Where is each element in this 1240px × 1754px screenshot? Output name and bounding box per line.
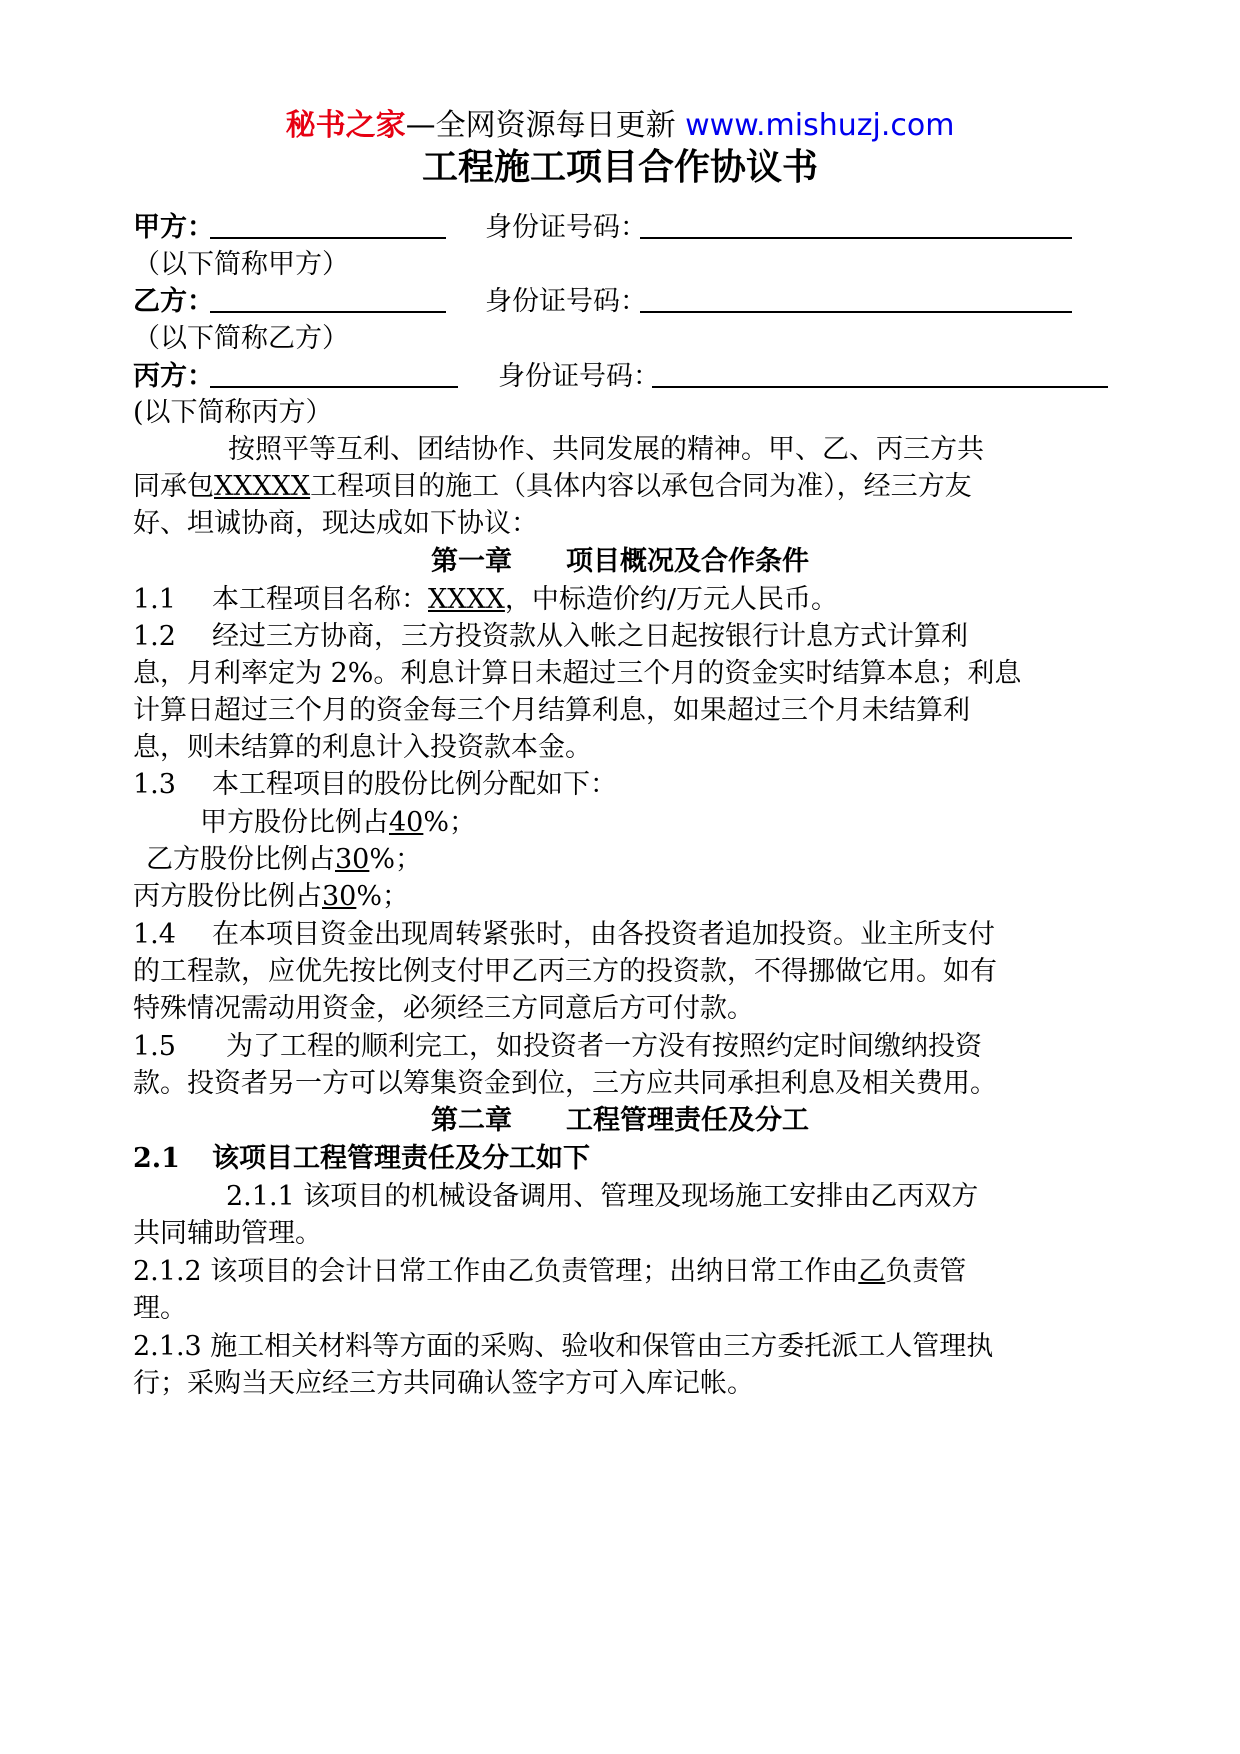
clause-2-1-2-a: 2.1.2 该项目的会计日常工作由乙负责管理；出纳日常工作由 bbox=[133, 1256, 859, 1287]
clause-1-3-text: 本工程项目的股份比例分配如下： bbox=[212, 769, 617, 800]
share-jia-label: 甲方股份比例占 bbox=[200, 807, 389, 838]
share-jia bbox=[200, 807, 476, 839]
header-url[interactable]: www.mishuzj.com bbox=[685, 108, 955, 143]
clause-2-1-3-line-1: 2.1.3 施工相关材料等方面的采购、验收和保管由三方委托派工人管理执 bbox=[133, 1331, 994, 1362]
clause-1-3-number: 1.3 bbox=[133, 769, 176, 800]
clause-1-5-number: 1.5 bbox=[133, 1031, 176, 1062]
party-yi-id-blank bbox=[640, 311, 1072, 313]
clause-1-2-line-4: 息，则未结算的利息计入投资款本金。 bbox=[133, 732, 592, 763]
clause-1-1-a: 本工程项目名称： bbox=[212, 584, 428, 615]
party-bing-id-blank bbox=[652, 386, 1108, 388]
party-yi-blank bbox=[210, 311, 446, 313]
clause-2-1-2-line-2: 理。 bbox=[133, 1293, 187, 1324]
clause-1-4-line-2: 的工程款，应优先按比例支付甲乙丙三方的投资款，不得挪做它用。如有 bbox=[133, 956, 997, 987]
party-jia-blank bbox=[210, 237, 446, 239]
share-yi bbox=[146, 844, 422, 876]
share-bing-value: 30 bbox=[322, 881, 357, 912]
share-jia-value: 40 bbox=[389, 807, 424, 838]
party-bing-blank bbox=[210, 386, 458, 388]
clause-1-5-line-1: 为了工程的顺利完工，如投资者一方没有按照约定时间缴纳投资 bbox=[226, 1031, 982, 1062]
clause-1-2-line-2: 息，月利率定为 2%。利息计算日未超过三个月的资金实时结算本息；利息 bbox=[133, 658, 1022, 689]
header-tagline: —全网资源每日更新 bbox=[405, 108, 686, 143]
party-yi-id-label: 身份证号码： bbox=[485, 286, 647, 317]
clause-2-1-2-b: 负责管 bbox=[885, 1256, 967, 1287]
intro-line-1: 按照平等互利、团结协作、共同发展的精神。甲、乙、丙三方共 bbox=[228, 434, 984, 465]
intro-line-2-a: 同承包 bbox=[133, 471, 214, 502]
clause-2-1-2-line-1 bbox=[133, 1256, 966, 1288]
intro-line-2-b: 工程项目的施工（具体内容以承包合同为准），经三方友 bbox=[310, 471, 972, 502]
brand-name: 秘书之家 bbox=[285, 108, 406, 143]
share-yi-value: 30 bbox=[335, 844, 370, 875]
share-bing-label: 丙方股份比例占 bbox=[133, 881, 322, 912]
share-jia-suffix: %； bbox=[423, 807, 477, 838]
party-jia-id-label: 身份证号码： bbox=[485, 212, 647, 243]
clause-1-2-number: 1.2 bbox=[133, 621, 176, 652]
chapter-2-title: 第二章 工程管理责任及分工 bbox=[431, 1105, 809, 1136]
party-bing-id-label: 身份证号码： bbox=[498, 361, 660, 392]
clause-1-1-text bbox=[212, 584, 838, 616]
party-jia-note: （以下简称甲方） bbox=[133, 249, 349, 280]
clause-1-4-line-1: 在本项目资金出现周转紧张时，由各投资者追加投资。业主所支付 bbox=[212, 919, 995, 950]
clause-2-1-2-cashier-party: 乙 bbox=[858, 1256, 886, 1287]
clause-2-1-1-line-2: 共同辅助管理。 bbox=[133, 1218, 322, 1249]
share-bing-suffix: %； bbox=[356, 881, 410, 912]
intro-line-3: 好、坦诚协商，现达成如下协议： bbox=[133, 508, 538, 539]
clause-2-1-1-line-1: 2.1.1 该项目的机械设备调用、管理及现场施工安排由乙丙双方 bbox=[226, 1181, 979, 1212]
chapter-1-title: 第一章 项目概况及合作条件 bbox=[431, 546, 809, 577]
intro-line-2 bbox=[133, 471, 972, 503]
share-bing bbox=[133, 881, 409, 913]
project-name-placeholder: XXXXX bbox=[214, 471, 311, 502]
clause-2-1-text: 该项目工程管理责任及分工如下 bbox=[212, 1143, 590, 1174]
clause-1-2-line-1: 经过三方协商，三方投资款从入帐之日起按银行计息方式计算利 bbox=[212, 621, 968, 652]
site-header bbox=[0, 106, 1240, 146]
clause-1-1-name: XXXX bbox=[428, 584, 505, 615]
party-jia-label: 甲方： bbox=[133, 212, 214, 243]
share-yi-label: 乙方股份比例占 bbox=[146, 844, 335, 875]
clause-1-4-number: 1.4 bbox=[133, 919, 176, 950]
clause-1-5-line-2: 款。投资者另一方可以筹集资金到位，三方应共同承担利息及相关费用。 bbox=[133, 1068, 997, 1099]
clause-2-1-number: 2.1 bbox=[133, 1143, 180, 1174]
clause-2-1-3-line-2: 行；采购当天应经三方共同确认签字方可入库记帐。 bbox=[133, 1368, 754, 1399]
clause-1-2-line-3: 计算日超过三个月的资金每三个月结算利息，如果超过三个月未结算利 bbox=[133, 695, 970, 726]
clause-1-1-number: 1.1 bbox=[133, 584, 176, 615]
party-bing-note: (以下简称丙方） bbox=[133, 397, 333, 428]
share-yi-suffix: %； bbox=[369, 844, 423, 875]
party-jia-id-blank bbox=[640, 237, 1072, 239]
clause-1-1-b: ，中标造价约/万元人民币。 bbox=[504, 584, 838, 615]
party-yi-label: 乙方： bbox=[133, 286, 214, 317]
clause-1-4-line-3: 特殊情况需动用资金，必须经三方同意后方可付款。 bbox=[133, 993, 754, 1024]
party-bing-label: 丙方： bbox=[133, 361, 214, 392]
document-title: 工程施工项目合作协议书 bbox=[421, 147, 818, 188]
party-yi-note: （以下简称乙方） bbox=[133, 323, 349, 354]
